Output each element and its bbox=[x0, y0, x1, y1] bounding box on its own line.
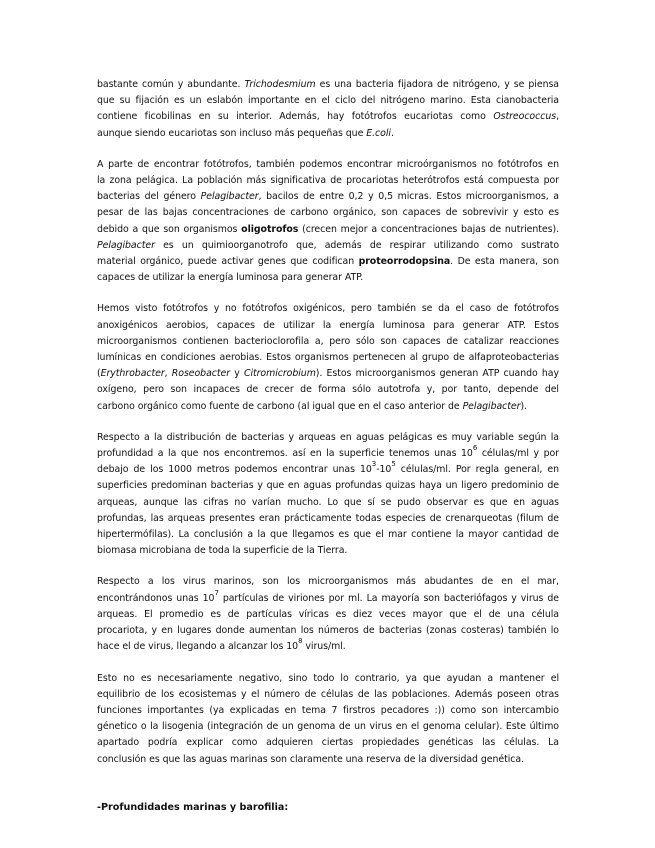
paragraph bbox=[97, 157, 559, 287]
text-line bbox=[97, 719, 559, 735]
paragraph bbox=[97, 430, 559, 560]
exponent: 8 bbox=[298, 637, 303, 646]
text-line bbox=[97, 671, 559, 687]
text-run: A parte de encontrar fotótrofos, también podemos encontrar microórganismos no fotótrofos en bbox=[97, 158, 559, 170]
text-line bbox=[97, 366, 559, 382]
paragraph bbox=[97, 77, 559, 142]
text-line bbox=[97, 399, 559, 415]
text-line bbox=[97, 511, 559, 527]
italic-term: Erythrobacter bbox=[100, 368, 165, 380]
text-run: microorganismos contienen bacterioclorofila a, pero sólo son capaces de catalizar reacciones bbox=[97, 335, 559, 347]
text-run: Hemos visto fotótrofos y no fotótrofos oxigénicos, pero también se da el caso de fotótrofos bbox=[97, 303, 559, 315]
text-line bbox=[97, 334, 559, 350]
bold-term: oligotrofos bbox=[241, 223, 299, 235]
text-run: pesar de las bajas concentraciones de carbono orgánico, son capaces de sobrevivir y esto es bbox=[97, 207, 559, 219]
text-run: arqueas. El promedio es de partículas víricas es diez veces mayor que el de una célula bbox=[97, 608, 559, 620]
text-run: debajo de los 1000 metros podemos encontrar unas 10 bbox=[97, 464, 372, 476]
italic-term: Roseobacter bbox=[171, 368, 231, 380]
text-line bbox=[97, 527, 559, 543]
text-run: es una bacteria fijadora de nitrógeno, y se piensa bbox=[315, 79, 559, 90]
exponent: 3 bbox=[371, 460, 377, 469]
text-run: equilibrio de los ecosistemas y el número de células de las poblaciones. Además poseen otras bbox=[97, 688, 559, 700]
text-run: la zona pelágica. La población más significativa de procariotas heterótrofos está compuesta por bbox=[97, 175, 559, 187]
italic-term: Trichodesmium bbox=[244, 79, 316, 90]
text-line bbox=[97, 157, 559, 173]
text-line bbox=[97, 495, 559, 511]
text-run: superficies predominan bacterias y que en aguas profundas quizas haya un ligero predominio de bbox=[97, 480, 559, 492]
text-run: arqueas, aunque las cifras no varían mucho. Lo que sí se pudo observar es que en aguas bbox=[97, 496, 559, 508]
text-run: apartado podría explicar como adquieren ciertas propiedades genéticas las células. La bbox=[97, 737, 559, 749]
text-run: Respecto a los virus marinos, son los microorganismos más abudantes de en el mar, bbox=[97, 576, 559, 588]
text-line bbox=[97, 270, 559, 286]
text-run: virus/ml. bbox=[302, 641, 346, 653]
italic-term: Pelagibacter bbox=[200, 191, 259, 203]
text-run: . De esta manera, son bbox=[450, 256, 559, 268]
text-run: . bbox=[390, 127, 394, 139]
text-line bbox=[97, 382, 559, 398]
text-run: ( bbox=[97, 368, 101, 380]
text-run: células/ml. Por regla general, en bbox=[395, 464, 559, 476]
text-line bbox=[97, 109, 559, 125]
text-line bbox=[97, 301, 559, 317]
text-run: ). Estos microorganismos generan ATP cuando hay bbox=[315, 368, 560, 380]
text-line bbox=[97, 588, 559, 607]
text-run: es un quimioorganotrofo que, además de respirar utilizando como sustrato bbox=[154, 239, 559, 251]
text-run: células/ml y por bbox=[477, 448, 559, 460]
section-heading: -Profundidades marinas y barofilia: bbox=[97, 801, 289, 813]
text-line bbox=[97, 173, 559, 189]
text-line bbox=[97, 687, 559, 703]
text-run: bastante común y abundante. bbox=[97, 79, 245, 90]
text-run: y bbox=[230, 368, 244, 380]
text-run: Esto no es necesariamente negativo, sino todo lo contrario, ya que ayudan a mantener el bbox=[97, 672, 559, 684]
text-run: bacterias del género bbox=[97, 191, 201, 203]
text-run: oxígeno, pero son incapaces de crecer de forma sólo autotrofa y, por tanto, depende del bbox=[97, 384, 559, 396]
text-line bbox=[97, 350, 559, 366]
text-run: -10 bbox=[376, 464, 392, 476]
text-run: profundidad a la que nos encontremos. así en la superficie tenemos unas 10 bbox=[97, 448, 473, 460]
paragraph bbox=[97, 301, 559, 414]
italic-term: Ostreococcus bbox=[493, 111, 557, 123]
body-text bbox=[97, 77, 559, 768]
text-line bbox=[97, 318, 559, 334]
text-run: contiene ficobilinas en su interior. Además, hay fotótrofos eucariotas como bbox=[97, 111, 494, 123]
paragraph bbox=[97, 574, 559, 655]
text-line bbox=[97, 478, 559, 494]
text-line bbox=[97, 126, 559, 142]
text-run: procariota, y en lugares donde aumentan los números de bacterias (zonas costeras) también lo bbox=[97, 625, 559, 637]
text-line bbox=[97, 430, 559, 446]
paragraph bbox=[97, 671, 559, 768]
exponent: 7 bbox=[214, 588, 219, 597]
text-run: profundas, las arqueas presentes eran prácticamente todas especies de crenarqueotas (filum de bbox=[97, 512, 559, 524]
text-run: ). bbox=[520, 400, 527, 412]
text-run: aunque siendo eucariotas son incluso más pequeñas que bbox=[97, 127, 367, 139]
text-run: , bacilos de entre 0,2 y 0,5 micras. Estos microorganismos, a bbox=[258, 191, 559, 203]
text-run: , bbox=[556, 111, 559, 123]
text-line bbox=[97, 752, 559, 768]
text-run: génetico o la lisogenia (integración de un genoma de un virus en el genoma celular). Este último bbox=[97, 721, 559, 733]
exponent: 6 bbox=[472, 444, 478, 453]
text-run: hace el de virus, llegando a alcanzar los 10 bbox=[97, 641, 299, 653]
text-run: debido a que son organismos bbox=[97, 223, 242, 235]
text-run: lumínicas en condiciones aerobias. Estos organismos pertenecen al grupo de alfaproteobacterias bbox=[97, 352, 559, 364]
text-line bbox=[97, 639, 559, 655]
text-run: conclusión es que las aguas marinas son claramente una reserva de la diversidad genética. bbox=[97, 753, 525, 765]
text-run: (crecen mejor a concentraciones bajas de nutrientes). bbox=[298, 223, 559, 235]
text-line bbox=[97, 222, 559, 238]
text-line bbox=[97, 735, 559, 751]
text-run: anoxigénicos aerobios, capaces de utilizar la energía luminosa para generar ATP. Estos bbox=[97, 319, 559, 331]
text-line bbox=[97, 607, 559, 623]
text-run: biomasa microbiana de toda la superficie de la Tierra. bbox=[97, 545, 348, 557]
text-line bbox=[97, 446, 559, 462]
italic-term: Citromicrobium bbox=[243, 368, 316, 380]
text-run: funciones importantes (ya explicadas en tema 7 firstros pecadores :)) como son intercambio bbox=[97, 704, 559, 716]
text-line bbox=[97, 189, 559, 205]
text-line bbox=[97, 623, 559, 639]
italic-term: E.coli bbox=[366, 127, 391, 139]
italic-term: Pelagibacter bbox=[462, 400, 521, 412]
text-run: carbono orgánico como fuente de carbono (al igual que en el caso anterior de bbox=[97, 400, 463, 412]
italic-term: Pelagibacter bbox=[97, 239, 155, 251]
text-run: Respecto a la distribución de bacterias y arqueas en aguas pelágicas es muy variable según la bbox=[97, 431, 559, 443]
text-run: que su fijación es un eslabón importante en el ciclo del nitrógeno marino. Esta cianobacteria bbox=[97, 95, 559, 107]
text-line bbox=[97, 238, 559, 254]
bold-term: proteorrodopsina bbox=[358, 256, 451, 268]
text-run: , bbox=[164, 368, 172, 380]
text-line bbox=[97, 574, 559, 590]
text-line bbox=[97, 77, 559, 93]
text-run: hipertermófilas). La conclusión a la que llegamos es que el mar contiene la mayor cantidad de bbox=[97, 529, 559, 541]
exponent: 5 bbox=[391, 460, 396, 469]
text-run: capaces de utilizar la energía luminosa para generar ATP. bbox=[97, 272, 364, 284]
text-line bbox=[97, 462, 559, 478]
text-run: material orgánico, puede activar genes que codifican bbox=[97, 256, 359, 268]
text-line bbox=[97, 543, 559, 559]
text-run: encontrándonos unas 10 bbox=[97, 592, 215, 604]
document-page bbox=[97, 77, 559, 813]
text-run: partículas de viriones por ml. La mayoría son bacteriófagos y virus de bbox=[218, 592, 559, 604]
text-line bbox=[97, 703, 559, 719]
text-line bbox=[97, 93, 559, 109]
text-line bbox=[97, 205, 559, 221]
text-line bbox=[97, 254, 559, 270]
